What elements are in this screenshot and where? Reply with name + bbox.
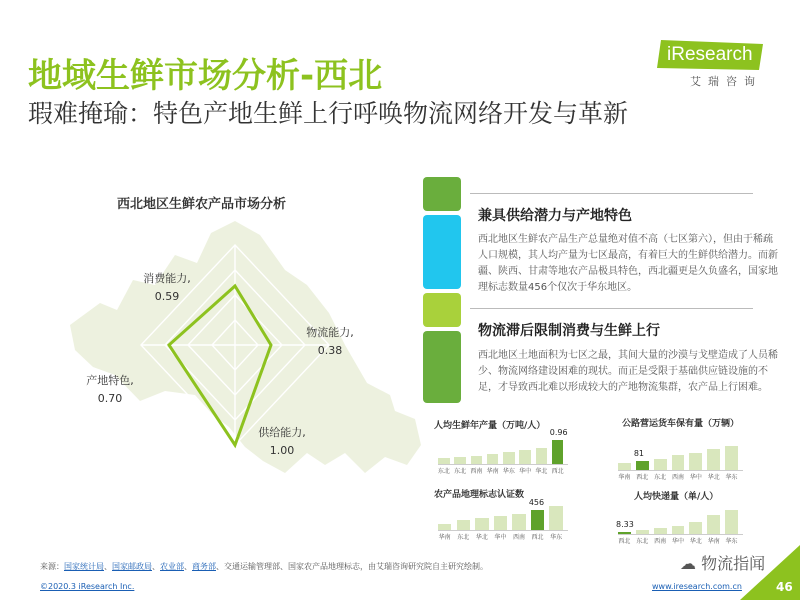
chart-bar — [707, 515, 720, 535]
chart-tick-label: 华南 — [618, 474, 631, 481]
wechat-label: 物流指闻 — [701, 554, 766, 573]
chart-value-label: 0.96 — [549, 428, 568, 437]
chart-tick-label: 西北 — [551, 468, 564, 475]
chart-tick-label: 华东 — [725, 474, 738, 481]
chart-tick-label: 华中 — [519, 468, 532, 475]
source-link[interactable]: 农业部 — [160, 562, 184, 571]
chart-value-label: 456 — [528, 498, 545, 508]
side-bar-blue — [423, 215, 461, 289]
chart-tick-label: 东北 — [654, 474, 667, 481]
radar-chart — [45, 215, 425, 485]
source-rest: 、交通运输管理部、国家农产品地理标志，由艾瑞咨询研究院自主研究绘制。 — [216, 562, 488, 571]
chart-tick-label: 华中 — [671, 538, 684, 545]
copyright[interactable]: ©2020.3 iResearch Inc. — [40, 582, 135, 591]
chart-bar — [636, 461, 649, 470]
chart-bar — [689, 453, 702, 470]
chart2-title: 公路营运货车保有量（万辆） — [622, 419, 740, 429]
chart-bar — [475, 518, 488, 530]
chart-tick-label: 华北 — [689, 538, 702, 545]
chart-bar — [454, 457, 466, 464]
chart-tick-label: 华中 — [689, 474, 702, 481]
card1-text: 西北地区生鲜农产品生产总量绝对值不高（七区第六），但由于稀疏人口规模，其人均产量为七区最高，有着巨大的生鲜供给潜力。而新疆、陕西、甘肃等地农产品极具特色，西北疆更是久负盛名，国家地理标志数量456个仅次于华东地区。 — [478, 234, 778, 293]
radar-axis-consumption: 消费能力, 0.59 — [143, 272, 191, 303]
chart-tick-label: 华东 — [725, 538, 738, 545]
northwest-map-shape — [70, 221, 421, 473]
chart-bar — [552, 440, 564, 464]
chart-bar — [672, 526, 685, 534]
chart-bar — [512, 514, 525, 530]
chart-value-label: 81 — [633, 448, 645, 458]
chart-tick-label: 华南 — [486, 468, 499, 475]
chart-baseline — [438, 464, 568, 465]
chart-bar — [519, 450, 531, 464]
radar-axis-origin: 产地特色, 0.70 — [86, 374, 134, 405]
chart-bar — [707, 449, 720, 470]
chart-bar — [503, 452, 515, 464]
chart-baseline — [618, 534, 743, 535]
chart-bar — [672, 455, 685, 470]
chart-bar — [725, 446, 738, 470]
chart3-title: 农产品地理标志认证数 — [434, 490, 525, 500]
chart4-title: 人均快递量（单/人） — [634, 492, 719, 502]
chart-tick-label: 华中 — [494, 534, 507, 541]
chart-baseline — [438, 530, 568, 531]
chart-tick-label: 西南 — [470, 468, 483, 475]
side-bar-green-bottom — [423, 331, 461, 403]
chart-tick-label: 华北 — [707, 474, 720, 481]
chart-bar — [494, 516, 507, 530]
side-bar-green-top — [423, 177, 461, 211]
chart-tick-label: 华东 — [550, 534, 563, 541]
card2-divider — [470, 308, 753, 309]
card1-heading: 兼具供给潜力与产地特色 — [478, 208, 632, 224]
source-link[interactable]: 国家邮政局 — [112, 562, 152, 571]
card1-divider — [470, 193, 753, 194]
page-subtitle: 瑕难掩瑜：特色产地生鲜上行呼唤物流网络开发与革新 — [28, 99, 629, 128]
chart-bar — [471, 456, 483, 464]
card2-heading: 物流滞后限制消费与生鲜上行 — [478, 323, 660, 339]
chart-tick-label: 华南 — [707, 538, 720, 545]
chart-bar — [536, 448, 548, 464]
chart-tick-label: 东北 — [437, 468, 450, 475]
chart-tick-label: 西南 — [654, 538, 667, 545]
chart-tick-label: 西南 — [671, 474, 684, 481]
chart-tick-label: 华北 — [535, 468, 548, 475]
chart4-area — [618, 500, 743, 544]
radar-axis-supply: 供给能力, 1.00 — [258, 426, 306, 457]
wechat-icon: ☁ — [680, 554, 696, 573]
website-link[interactable]: www.iresearch.com.cn — [652, 582, 742, 591]
chart-bar — [531, 510, 544, 530]
logo-chinese: 艾瑞咨询 — [690, 75, 762, 88]
source-link[interactable]: 商务部 — [192, 562, 216, 571]
source-link[interactable]: 国家统计局 — [64, 562, 104, 571]
side-bar-lime — [423, 293, 461, 327]
chart-tick-label: 华北 — [475, 534, 488, 541]
chart-tick-label: 西北 — [618, 538, 631, 545]
page-title: 地域生鲜市场分析-西北 — [28, 56, 383, 96]
chart-tick-label: 西北 — [636, 474, 649, 481]
page-number: 46 — [776, 580, 793, 594]
chart-tick-label: 西北 — [531, 534, 544, 541]
chart3-area — [438, 496, 568, 540]
chart2-area — [618, 436, 743, 480]
chart-tick-label: 西南 — [512, 534, 525, 541]
chart-bar — [487, 454, 499, 464]
chart-bar — [549, 506, 562, 530]
source-label: 来源： — [40, 562, 64, 571]
radar-title: 西北地区生鲜农产品市场分析 — [117, 197, 287, 212]
card2-text: 西北地区土地面积为七区之最，其间大量的沙漠与戈壁造成了人员稀少、物流网络建设困难的现状。而正是受限于基础供应链设施的不足，才导致西北难以形成较大的产地物流集群，农产品上行困难。 — [478, 350, 778, 393]
chart-tick-label: 东北 — [454, 468, 467, 475]
chart1-area — [438, 430, 568, 474]
chart-bar — [618, 463, 631, 470]
chart-bar — [654, 459, 667, 470]
chart-tick-label: 东北 — [636, 538, 649, 545]
chart-bar — [689, 522, 702, 534]
radar-axis-logistics: 物流能力, 0.38 — [306, 326, 354, 357]
source-line: 来源：国家统计局、国家邮政局、农业部、商务部、交通运输管理部、国家农产品地理标志，由艾瑞咨询研究院自主研究绘制。 — [40, 562, 488, 571]
chart-tick-label: 华东 — [502, 468, 515, 475]
chart-tick-label: 东北 — [457, 534, 470, 541]
chart1-title: 人均生鲜年产量（万吨/人） — [434, 421, 546, 431]
chart-baseline — [618, 470, 743, 471]
chart-tick-label: 华南 — [438, 534, 451, 541]
logo-text: iResearch — [667, 44, 753, 65]
chart-value-label: 8.33 — [616, 519, 634, 529]
chart-bar — [457, 520, 470, 530]
chart-bar — [725, 510, 738, 534]
